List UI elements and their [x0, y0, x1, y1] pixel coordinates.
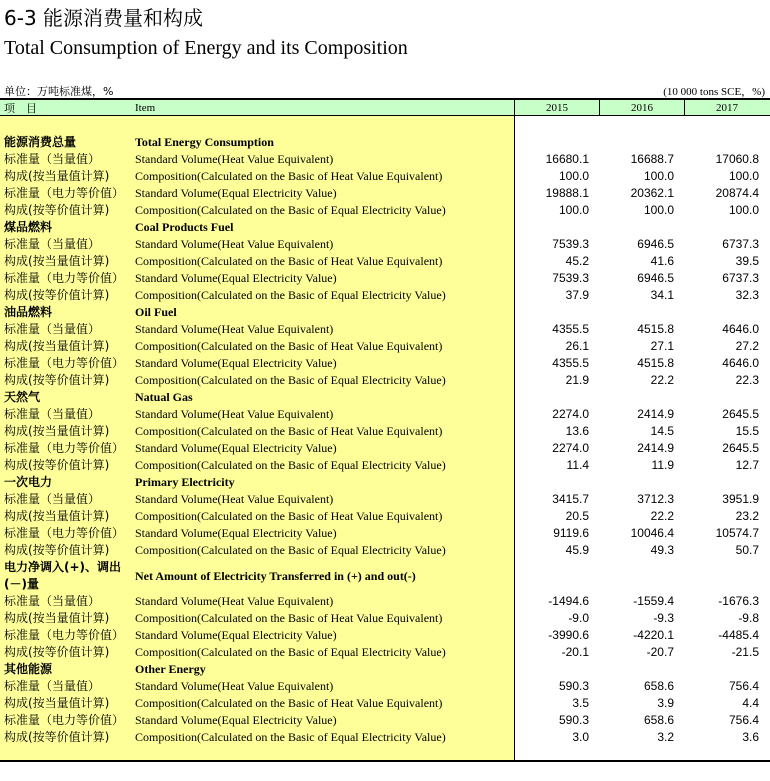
category-row — [0, 389, 770, 406]
value-2016: 22.2 — [650, 509, 674, 523]
table-row — [0, 338, 770, 355]
page-title-cn: 6-3 能源消费量和构成 — [4, 6, 204, 30]
row-label-en: Total Energy Consumption — [135, 135, 274, 149]
table-header — [0, 98, 770, 116]
value-2016: 22.2 — [650, 373, 674, 387]
table-row — [0, 593, 770, 610]
header-item-cn: 项 目 — [4, 102, 37, 115]
value-2015: 7539.3 — [552, 237, 589, 251]
page-title-en: Total Consumption of Energy and its Composition — [4, 37, 408, 59]
value-2017: 23.2 — [735, 509, 759, 523]
row-label-cn: 构成(按等价值计算) — [4, 543, 110, 557]
value-2015: 2274.0 — [552, 407, 589, 421]
value-2015: 26.1 — [565, 339, 589, 353]
table-row — [0, 236, 770, 253]
value-2017: 12.7 — [735, 458, 759, 472]
row-label-cn: 构成(按当量值计算) — [4, 696, 110, 710]
value-2016: -1559.4 — [633, 594, 674, 608]
value-2016: 658.6 — [643, 679, 674, 693]
table-row — [0, 423, 770, 440]
value-2015: 13.6 — [565, 424, 589, 438]
row-label-cn: 标准量（当量值） — [4, 594, 101, 608]
row-label-cn: 构成(按当量值计算) — [4, 169, 110, 183]
row-label-cn: 构成(按等价值计算) — [4, 730, 110, 744]
value-2015: 2274.0 — [552, 441, 589, 455]
value-2017: 4.4 — [742, 696, 759, 710]
value-2016: 11.9 — [651, 458, 674, 472]
row-label-cn: 标准量（电力等价值） — [4, 713, 125, 727]
value-2016: -4220.1 — [633, 628, 674, 642]
row-label-en: Net Amount of Electricity Transferred in (+) and out(-) — [135, 569, 416, 583]
table-row — [0, 729, 770, 746]
row-label-en: Composition(Calculated on the Basic of Equal Electricity Value) — [135, 730, 446, 744]
value-2016: -20.7 — [646, 645, 674, 659]
row-label-en: Oil Fuel — [135, 305, 177, 319]
value-2016: 100.0 — [643, 169, 674, 183]
row-label-en: Composition(Calculated on the Basic of Heat Value Equivalent) — [135, 509, 443, 523]
row-label-cn: 构成(按等价值计算) — [4, 645, 110, 659]
row-label-cn: 标准量（当量值） — [4, 237, 101, 251]
row-label-cn: 标准量（电力等价值） — [4, 441, 125, 455]
value-2017: 6737.3 — [722, 271, 759, 285]
header-year-2016: 2016 — [631, 102, 653, 114]
table-row — [0, 440, 770, 457]
value-2015: -3990.6 — [548, 628, 589, 642]
value-2015: 3.0 — [572, 730, 589, 744]
value-2016: 41.6 — [650, 254, 674, 268]
value-2016: -9.3 — [653, 611, 674, 625]
value-2017: 2645.5 — [722, 407, 759, 421]
row-label-cn: 标准量（当量值） — [4, 152, 101, 166]
value-2017: 100.0 — [728, 169, 759, 183]
value-2015: -20.1 — [561, 645, 589, 659]
table-row — [0, 372, 770, 389]
value-2016: 49.3 — [650, 543, 674, 557]
row-label-en: Standard Volume(Equal Electricity Value) — [135, 713, 337, 727]
value-2015: 4355.5 — [552, 356, 589, 370]
value-2016: 100.0 — [643, 203, 674, 217]
value-2017: 3.6 — [742, 730, 759, 744]
value-2015: 19888.1 — [545, 186, 589, 200]
value-2017: -21.5 — [731, 645, 759, 659]
table-row — [0, 202, 770, 219]
row-label-cn: 电力净调入(+)、调出(－)量 — [4, 560, 122, 591]
row-label-en: Composition(Calculated on the Basic of Heat Value Equivalent) — [135, 339, 443, 353]
value-2017: 22.3 — [735, 373, 759, 387]
table-row — [0, 321, 770, 338]
value-2016: 20362.1 — [630, 186, 674, 200]
value-2017: 17060.8 — [715, 152, 759, 166]
value-2015: 45.9 — [565, 543, 589, 557]
row-label-en: Composition(Calculated on the Basic of Heat Value Equivalent) — [135, 424, 443, 438]
value-2017: 15.5 — [735, 424, 759, 438]
category-row — [0, 134, 770, 151]
table-row — [0, 287, 770, 304]
value-2017: 6737.3 — [722, 237, 759, 251]
row-label-en: Standard Volume(Heat Value Equivalent) — [135, 679, 334, 693]
table-row — [0, 712, 770, 729]
value-2015: 20.5 — [565, 509, 589, 523]
row-label-cn: 一次电力 — [4, 475, 53, 489]
row-label-cn: 标准量（电力等价值） — [4, 526, 125, 540]
row-label-cn: 天然气 — [4, 390, 41, 404]
row-label-cn: 构成(按当量值计算) — [4, 339, 110, 353]
value-2016: 3.2 — [657, 730, 674, 744]
row-label-cn: 标准量（当量值） — [4, 679, 101, 693]
value-2015: -9.0 — [568, 611, 589, 625]
header-year-2017: 2017 — [716, 102, 738, 114]
table-row — [0, 678, 770, 695]
row-label-en: Standard Volume(Heat Value Equivalent) — [135, 322, 334, 336]
row-label-en: Composition(Calculated on the Basic of Equal Electricity Value) — [135, 543, 446, 557]
category-row — [0, 304, 770, 321]
category-row — [0, 219, 770, 236]
table-row — [0, 151, 770, 168]
value-2017: -1676.3 — [718, 594, 759, 608]
value-2015: 590.3 — [558, 679, 589, 693]
value-2017: 756.4 — [728, 679, 759, 693]
table-row — [0, 525, 770, 542]
row-label-en: Standard Volume(Equal Electricity Value) — [135, 186, 337, 200]
row-label-cn: 能源消费总量 — [4, 135, 77, 149]
value-2017: 3951.9 — [722, 492, 759, 506]
value-2016: 4515.8 — [637, 322, 674, 336]
table-bottom-border — [0, 760, 770, 762]
row-label-en: Standard Volume(Equal Electricity Value) — [135, 526, 337, 540]
value-2015: 9119.6 — [553, 526, 589, 540]
value-2017: 39.5 — [735, 254, 759, 268]
table-row — [0, 185, 770, 202]
row-label-cn: 标准量（电力等价值） — [4, 356, 125, 370]
value-2015: -1494.6 — [548, 594, 589, 608]
row-label-cn: 构成(按当量值计算) — [4, 254, 110, 268]
value-2017: 756.4 — [728, 713, 759, 727]
row-label-cn: 构成(按当量值计算) — [4, 611, 110, 625]
value-2015: 7539.3 — [552, 271, 589, 285]
row-label-en: Standard Volume(Equal Electricity Value) — [135, 441, 337, 455]
row-label-cn: 标准量（电力等价值） — [4, 628, 125, 642]
value-2016: 34.1 — [650, 288, 674, 302]
table-row — [0, 270, 770, 287]
unit-label-en: (10 000 tons SCE，%) — [663, 86, 765, 98]
value-2016: 14.5 — [650, 424, 674, 438]
table-row — [0, 627, 770, 644]
row-label-en: Composition(Calculated on the Basic of Equal Electricity Value) — [135, 458, 446, 472]
category-row — [0, 661, 770, 678]
row-label-en: Composition(Calculated on the Basic of Heat Value Equivalent) — [135, 254, 443, 268]
table-row — [0, 695, 770, 712]
value-2017: 20874.4 — [715, 186, 759, 200]
value-2015: 3.5 — [572, 696, 589, 710]
row-label-en: Composition(Calculated on the Basic of Equal Electricity Value) — [135, 373, 446, 387]
value-2017: 4646.0 — [722, 322, 759, 336]
value-2017: -9.8 — [738, 611, 759, 625]
row-label-en: Standard Volume(Heat Value Equivalent) — [135, 492, 334, 506]
row-label-cn: 构成(按等价值计算) — [4, 203, 110, 217]
table-row — [0, 253, 770, 270]
row-label-cn: 标准量（电力等价值） — [4, 186, 125, 200]
value-2015: 590.3 — [558, 713, 589, 727]
table-row — [0, 610, 770, 627]
row-label-en: Standard Volume(Heat Value Equivalent) — [135, 407, 334, 421]
row-label-cn: 构成(按等价值计算) — [4, 458, 110, 472]
value-2017: 2645.5 — [722, 441, 759, 455]
row-label-en: Standard Volume(Heat Value Equivalent) — [135, 237, 334, 251]
category-row — [0, 559, 770, 593]
row-label-en: Standard Volume(Equal Electricity Value) — [135, 271, 337, 285]
value-2016: 658.6 — [643, 713, 674, 727]
value-2016: 3712.3 — [637, 492, 674, 506]
value-2015: 4355.5 — [552, 322, 589, 336]
row-label-cn: 构成(按当量值计算) — [4, 424, 110, 438]
value-2016: 6946.5 — [637, 237, 674, 251]
row-label-cn: 构成(按等价值计算) — [4, 288, 110, 302]
value-2015: 45.2 — [565, 254, 589, 268]
row-label-cn: 标准量（当量值） — [4, 322, 101, 336]
value-2016: 2414.9 — [637, 441, 674, 455]
row-label-en: Primary Electricity — [135, 475, 235, 489]
table-row — [0, 168, 770, 185]
row-label-en: Composition(Calculated on the Basic of Heat Value Equivalent) — [135, 696, 443, 710]
row-label-cn: 煤品燃料 — [4, 220, 53, 234]
header-year-2015: 2015 — [546, 102, 568, 114]
table-row — [0, 542, 770, 559]
row-label-en: Composition(Calculated on the Basic of Equal Electricity Value) — [135, 203, 446, 217]
unit-label-cn: 单位：万吨标准煤，% — [4, 85, 114, 98]
row-label-en: Composition(Calculated on the Basic of Heat Value Equivalent) — [135, 611, 443, 625]
row-label-cn: 油品燃料 — [4, 305, 53, 319]
row-label-en: Composition(Calculated on the Basic of Equal Electricity Value) — [135, 645, 446, 659]
table-row — [0, 491, 770, 508]
value-2017: 10574.7 — [715, 526, 759, 540]
value-2016: 16688.7 — [630, 152, 674, 166]
value-2017: 32.3 — [735, 288, 759, 302]
value-2015: 100.0 — [558, 203, 589, 217]
value-2016: 4515.8 — [637, 356, 674, 370]
value-2015: 21.9 — [565, 373, 589, 387]
table-body — [0, 134, 770, 746]
value-2015: 11.4 — [566, 458, 589, 472]
table-row — [0, 355, 770, 372]
row-label-en: Standard Volume(Equal Electricity Value) — [135, 628, 337, 642]
value-2015: 3415.7 — [552, 492, 589, 506]
value-2017: 50.7 — [735, 543, 759, 557]
header-item-en: Item — [135, 102, 156, 114]
value-2015: 16680.1 — [545, 152, 589, 166]
row-label-cn: 标准量（电力等价值） — [4, 271, 125, 285]
row-label-cn: 标准量（当量值） — [4, 492, 101, 506]
table-row — [0, 644, 770, 661]
value-2017: -4485.4 — [718, 628, 759, 642]
table-row — [0, 508, 770, 525]
value-2016: 3.9 — [657, 696, 674, 710]
row-label-en: Composition(Calculated on the Basic of Equal Electricity Value) — [135, 288, 446, 302]
value-2015: 100.0 — [558, 169, 589, 183]
row-label-en: Composition(Calculated on the Basic of Heat Value Equivalent) — [135, 169, 443, 183]
row-label-cn: 标准量（当量值） — [4, 407, 101, 421]
value-2015: 37.9 — [565, 288, 589, 302]
row-label-en: Standard Volume(Heat Value Equivalent) — [135, 594, 334, 608]
row-label-en: Standard Volume(Heat Value Equivalent) — [135, 152, 334, 166]
row-label-en: Natual Gas — [135, 390, 193, 404]
value-2017: 4646.0 — [722, 356, 759, 370]
table-row — [0, 406, 770, 423]
table-row — [0, 457, 770, 474]
value-2017: 100.0 — [728, 203, 759, 217]
value-2016: 6946.5 — [637, 271, 674, 285]
row-label-en: Standard Volume(Equal Electricity Value) — [135, 356, 337, 370]
row-label-en: Coal Products Fuel — [135, 220, 234, 234]
row-label-en: Other Energy — [135, 662, 206, 676]
row-label-cn: 其他能源 — [4, 662, 53, 676]
value-2016: 10046.4 — [630, 526, 674, 540]
value-2017: 27.2 — [735, 339, 759, 353]
value-2016: 27.1 — [650, 339, 674, 353]
value-2016: 2414.9 — [637, 407, 674, 421]
row-label-cn: 构成(按当量值计算) — [4, 509, 110, 523]
category-row — [0, 474, 770, 491]
row-label-cn: 构成(按等价值计算) — [4, 373, 110, 387]
